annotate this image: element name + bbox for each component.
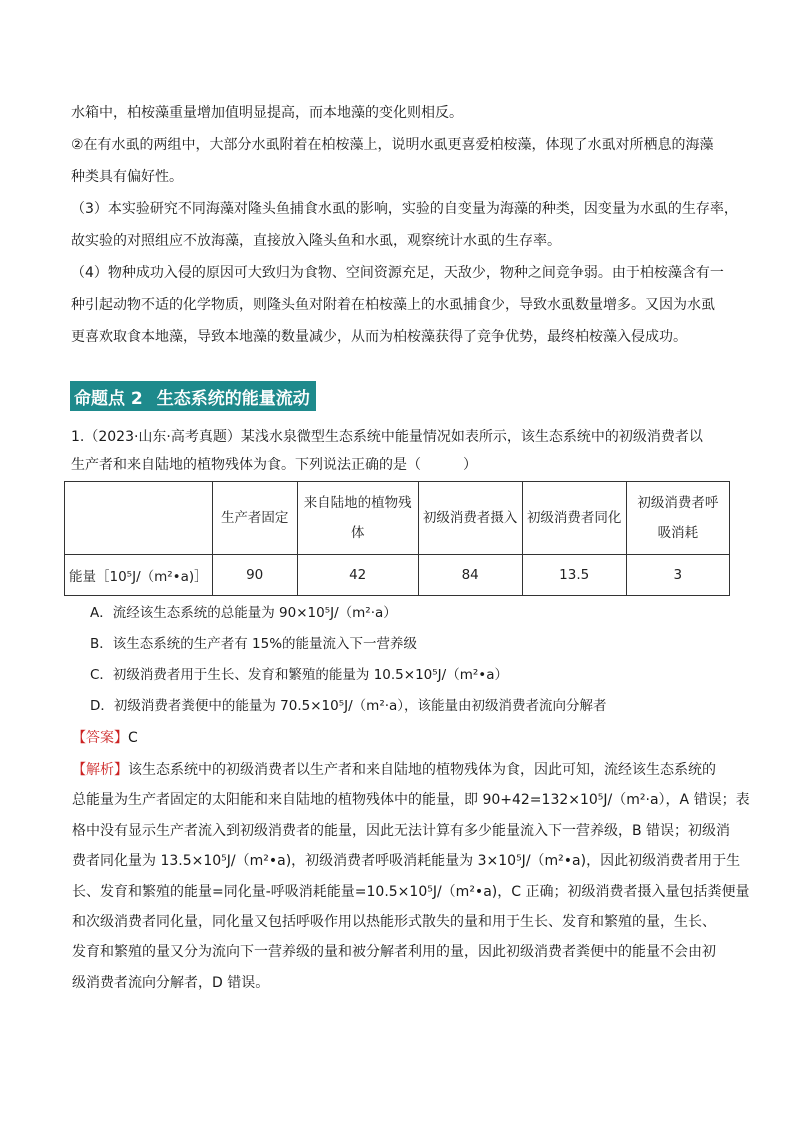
option-c: C．初级消费者用于生长、发育和繁殖的能量为 10.5×10⁵J/（m²•a） bbox=[90, 667, 509, 683]
table-header-cell: 来自陆地的植物残体 bbox=[297, 482, 418, 555]
question-stem-line: 生产者和来自陆地的植物残体为食。下列说法正确的是（ ） bbox=[71, 457, 477, 473]
analysis-line: 长、发育和繁殖的能量=同化量-呼吸消耗能量=10.5×10⁵J/（m²•a)，C 正确；初级消费者摄入量包括粪便量 bbox=[72, 883, 750, 900]
intro-line: （4）物种成功入侵的原因可大致归为食物、空间资源充足，天敌少，物种之间竞争弱。由于柏桉藻含有一 bbox=[71, 265, 724, 281]
intro-line: 种类具有偏好性。 bbox=[71, 169, 183, 185]
option-a: A．流经该生态系统的总能量为 90×10⁵J/（m²·a） bbox=[90, 605, 397, 621]
analysis-tag: 【解析】 bbox=[72, 762, 128, 778]
section-number: 命题点 2 bbox=[74, 388, 143, 409]
option-d: D．初级消费者粪便中的能量为 70.5×10⁵J/（m²·a），该能量由初级消费者流向分解者 bbox=[90, 698, 607, 714]
intro-line: 种引起动物不适的化学物质，则隆头鱼对附着在柏桉藻上的水虱捕食少，导致水虱数量增多。又因为水虱 bbox=[71, 297, 715, 313]
analysis-line bbox=[72, 755, 732, 785]
intro-line: 更喜欢取食本地藻，导致本地藻的数量减少，从而为柏桉藻获得了竞争优势，最终柏桉藻入侵成功。 bbox=[71, 329, 687, 345]
table-cell: 13.5 bbox=[522, 555, 626, 596]
option-b: B．该生态系统的生产者有 15%的能量流入下一营养级 bbox=[90, 636, 418, 652]
section-heading bbox=[70, 381, 316, 411]
question-stem-line: 1.（2023·山东·高考真题）某浅水泉微型生态系统中能量情况如表所示，该生态系统中的初级消费者以 bbox=[71, 429, 703, 445]
analysis-line: 和次级消费者同化量，同化量又包括呼吸作用以热能形式散失的量和用于生长、发育和繁殖的量，生长、 bbox=[72, 914, 716, 931]
section-title: 生态系统的能量流动 bbox=[156, 388, 310, 409]
analysis-text: 该生态系统中的初级消费者以生产者和来自陆地的植物残体为食，因此可知，流经该生态系统的 bbox=[128, 762, 716, 778]
answer-tag: 【答案】 bbox=[72, 730, 128, 746]
intro-line: ②在有水虱的两组中，大部分水虱附着在柏桉藻上，说明水虱更喜爱柏桉藻，体现了水虱对所栖息的海藻 bbox=[71, 137, 714, 153]
analysis-line: 发育和繁殖的量又分为流向下一营养级的量和被分解者利用的量，因此初级消费者粪便中的能量不会由初 bbox=[72, 944, 716, 961]
table-header-cell bbox=[65, 482, 213, 555]
intro-line: 水箱中，柏桉藻重量增加值明显提高，而本地藻的变化则相反。 bbox=[71, 105, 463, 121]
analysis-line: 级消费者流向分解者，D 错误。 bbox=[72, 974, 270, 991]
intro-line: （3）本实验研究不同海藻对隆头鱼捕食水虱的影响，实验的自变量为海藻的种类，因变量为水虱的生存率， bbox=[71, 201, 738, 217]
table-header-row bbox=[65, 482, 730, 555]
table-row-label: 能量［10⁵J/（m²•a)］ bbox=[65, 555, 213, 596]
answer-value: C bbox=[128, 730, 138, 746]
intro-paragraphs bbox=[71, 97, 738, 353]
answer-line bbox=[72, 724, 138, 752]
energy-table bbox=[64, 481, 730, 596]
table-header-cell: 初级消费者摄入 bbox=[418, 482, 522, 555]
table-header-cell: 初级消费者同化 bbox=[522, 482, 626, 555]
table-header-cell: 生产者固定 bbox=[212, 482, 297, 555]
table-row bbox=[65, 555, 730, 596]
intro-line: 故实验的对照组应不放海藻，直接放入隆头鱼和水虱，观察统计水虱的生存率。 bbox=[71, 233, 561, 249]
analysis-line: 费者同化量为 13.5×10⁵J/（m²•a)，初级消费者呼吸消耗能量为 3×10⁵J/（m²•a)，因此初级消费者用于生 bbox=[72, 853, 741, 870]
table-cell: 42 bbox=[297, 555, 418, 596]
analysis-line: 格中没有显示生产者流入到初级消费者的能量，因此无法计算有多少能量流入下一营养级，B 错误；初级消 bbox=[72, 822, 731, 839]
analysis-line: 总能量为生产者固定的太阳能和来自陆地的植物残体中的能量，即 90+42=132×10⁵J/（m²·a），A 错误；表 bbox=[72, 792, 750, 809]
analysis-block bbox=[72, 755, 750, 998]
table-cell: 90 bbox=[212, 555, 297, 596]
table-cell: 84 bbox=[418, 555, 522, 596]
table-header-cell: 初级消费者呼吸消耗 bbox=[626, 482, 729, 555]
table-cell: 3 bbox=[626, 555, 729, 596]
question-stem bbox=[71, 423, 731, 479]
answer-options bbox=[90, 598, 730, 722]
